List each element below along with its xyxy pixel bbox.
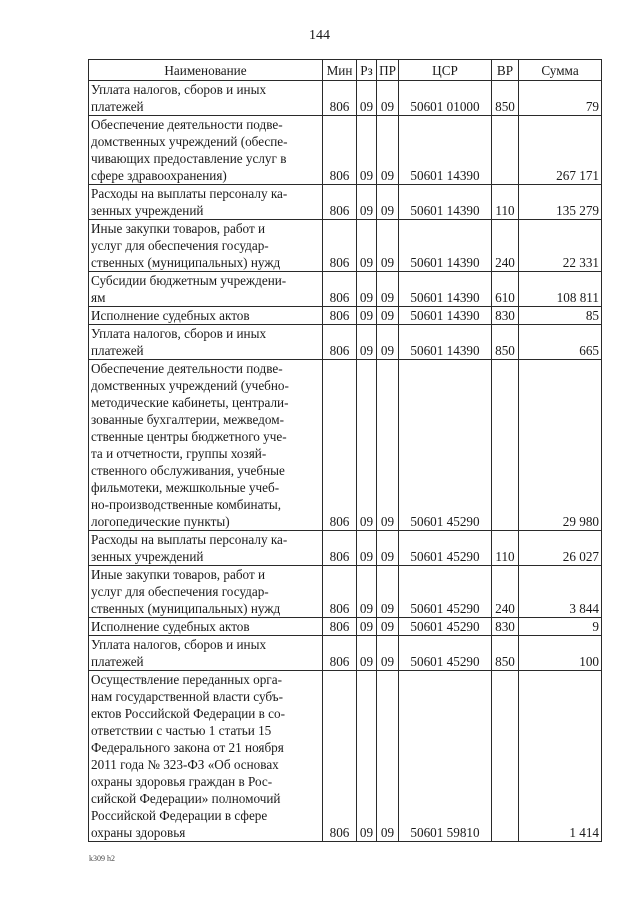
cell-vr: 830	[492, 307, 519, 325]
cell-vr: 830	[492, 618, 519, 636]
cell-sum: 267 171	[519, 116, 602, 185]
cell-name-line: охраны здоровья граждан в Рос-	[91, 774, 273, 789]
cell-min: 806	[323, 325, 357, 360]
table-row	[89, 116, 602, 185]
cell-csr: 50601 14390	[399, 307, 492, 325]
cell-name-line: но-производственные комбинаты,	[91, 497, 282, 512]
cell-sum: 26 027	[519, 531, 602, 566]
table-row	[89, 566, 602, 618]
cell-pr: 09	[377, 566, 399, 618]
table-row	[89, 81, 602, 116]
cell-min: 806	[323, 220, 357, 272]
cell-csr: 50601 14390	[399, 272, 492, 307]
cell-name-line: методические кабинеты, централи-	[91, 395, 289, 410]
header-pr: ПР	[377, 60, 399, 81]
cell-csr: 50601 14390	[399, 116, 492, 185]
header-csr: ЦСР	[399, 60, 492, 81]
cell-name-line: Обеспечение деятельности подве-	[91, 117, 283, 132]
cell-csr: 50601 59810	[399, 671, 492, 842]
cell-name-line: охраны здоровья	[91, 825, 186, 840]
cell-name-line: Иные закупки товаров, работ и	[91, 221, 266, 236]
cell-vr: 850	[492, 81, 519, 116]
table-row	[89, 360, 602, 531]
cell-vr: 240	[492, 220, 519, 272]
cell-name-line: логопедические пункты)	[91, 514, 230, 529]
cell-min: 806	[323, 636, 357, 671]
header-name: Наименование	[89, 60, 323, 81]
cell-name-line: Уплата налогов, сборов и иных	[91, 82, 267, 97]
header-sum: Сумма	[519, 60, 602, 81]
cell-rz: 09	[357, 272, 377, 307]
cell-min: 806	[323, 116, 357, 185]
cell-csr: 50601 45290	[399, 566, 492, 618]
table-row	[89, 531, 602, 566]
cell-vr	[492, 671, 519, 842]
cell-csr: 50601 45290	[399, 618, 492, 636]
cell-name-line: Обеспечение деятельности подве-	[91, 361, 283, 376]
header-vr: ВР	[492, 60, 519, 81]
cell-sum: 665	[519, 325, 602, 360]
cell-rz: 09	[357, 81, 377, 116]
cell-rz: 09	[357, 566, 377, 618]
cell-vr	[492, 360, 519, 531]
cell-name-line: услуг для обеспечения государ-	[91, 584, 269, 599]
cell-pr: 09	[377, 307, 399, 325]
cell-rz: 09	[357, 325, 377, 360]
cell-name	[89, 116, 323, 185]
header-rz: Рз	[357, 60, 377, 81]
cell-min: 806	[323, 360, 357, 531]
cell-name-line: Исполнение судебных актов	[91, 619, 250, 634]
table-row	[89, 671, 602, 842]
cell-name-line: 2011 года № 323-ФЗ «Об основах	[91, 757, 279, 772]
cell-sum: 22 331	[519, 220, 602, 272]
cell-csr: 50601 45290	[399, 531, 492, 566]
cell-pr: 09	[377, 636, 399, 671]
cell-sum: 135 279	[519, 185, 602, 220]
cell-name-line: домственных учреждений (обеспе-	[91, 134, 288, 149]
cell-name-line: зованные бухгалтерии, межведом-	[91, 412, 284, 427]
cell-pr: 09	[377, 325, 399, 360]
cell-sum: 85	[519, 307, 602, 325]
cell-name-line: ственных (муниципальных) нужд	[91, 601, 281, 616]
cell-name	[89, 636, 323, 671]
cell-name-line: платежей	[91, 654, 144, 669]
table-row	[89, 272, 602, 307]
cell-name-line: ственных (муниципальных) нужд	[91, 255, 281, 270]
cell-name	[89, 185, 323, 220]
cell-min: 806	[323, 272, 357, 307]
cell-csr: 50601 01000	[399, 81, 492, 116]
cell-csr: 50601 14390	[399, 325, 492, 360]
cell-sum: 1 414	[519, 671, 602, 842]
cell-rz: 09	[357, 636, 377, 671]
cell-pr: 09	[377, 360, 399, 531]
cell-rz: 09	[357, 618, 377, 636]
cell-vr: 110	[492, 185, 519, 220]
cell-vr	[492, 116, 519, 185]
cell-csr: 50601 14390	[399, 220, 492, 272]
cell-min: 806	[323, 531, 357, 566]
cell-name-line: чивающих предоставление услуг в	[91, 151, 287, 166]
cell-name-line: ектов Российской Федерации в со-	[91, 706, 286, 721]
cell-rz: 09	[357, 185, 377, 220]
cell-name-line: сфере здравоохранения)	[91, 168, 227, 183]
cell-sum: 9	[519, 618, 602, 636]
cell-min: 806	[323, 185, 357, 220]
table-row	[89, 220, 602, 272]
cell-vr: 240	[492, 566, 519, 618]
cell-name-line: ственные центры бюджетного уче-	[91, 429, 287, 444]
cell-rz: 09	[357, 360, 377, 531]
cell-pr: 09	[377, 618, 399, 636]
cell-name-line: Расходы на выплаты персоналу ка-	[91, 186, 288, 201]
cell-csr: 50601 45290	[399, 360, 492, 531]
cell-name-line: та и отчетности, группы хозяй-	[91, 446, 267, 461]
cell-name	[89, 618, 323, 636]
cell-min: 806	[323, 566, 357, 618]
cell-rz: 09	[357, 307, 377, 325]
cell-csr: 50601 14390	[399, 185, 492, 220]
page-number: 144	[309, 28, 330, 43]
cell-min: 806	[323, 671, 357, 842]
cell-rz: 09	[357, 671, 377, 842]
cell-pr: 09	[377, 671, 399, 842]
cell-min: 806	[323, 618, 357, 636]
cell-name-line: Осуществление переданных орга-	[91, 672, 282, 687]
cell-name-line: Субсидии бюджетным учреждени-	[91, 273, 287, 288]
header-min: Мин	[323, 60, 357, 81]
cell-name-line: ственного обслуживания, учебные	[91, 463, 285, 478]
footer-code: k309 h2	[89, 854, 115, 863]
cell-rz: 09	[357, 220, 377, 272]
table-body	[89, 81, 602, 842]
cell-rz: 09	[357, 531, 377, 566]
cell-name	[89, 307, 323, 325]
table-row	[89, 307, 602, 325]
cell-name-line: Уплата налогов, сборов и иных	[91, 326, 267, 341]
table-row	[89, 618, 602, 636]
cell-vr: 610	[492, 272, 519, 307]
cell-sum: 3 844	[519, 566, 602, 618]
cell-name-line: зенных учреждений	[91, 549, 204, 564]
cell-pr: 09	[377, 531, 399, 566]
cell-name-line: Исполнение судебных актов	[91, 308, 250, 323]
cell-name-line: ответствии с частью 1 статьи 15	[91, 723, 272, 738]
cell-vr: 110	[492, 531, 519, 566]
cell-name	[89, 220, 323, 272]
table-row	[89, 325, 602, 360]
cell-name-line: Уплата налогов, сборов и иных	[91, 637, 267, 652]
cell-name-line: Федерального закона от 21 ноября	[91, 740, 284, 755]
cell-name-line: Российской Федерации в сфере	[91, 808, 268, 823]
budget-table	[88, 59, 602, 842]
cell-rz: 09	[357, 116, 377, 185]
cell-min: 806	[323, 307, 357, 325]
cell-name-line: домственных учреждений (учебно-	[91, 378, 289, 393]
cell-vr: 850	[492, 325, 519, 360]
cell-sum: 108 811	[519, 272, 602, 307]
cell-name-line: платежей	[91, 343, 144, 358]
cell-sum: 100	[519, 636, 602, 671]
cell-name	[89, 531, 323, 566]
table-row	[89, 636, 602, 671]
cell-pr: 09	[377, 81, 399, 116]
table-row	[89, 185, 602, 220]
table-header-row	[89, 60, 602, 81]
cell-name-line: фильмотеки, межшкольные учеб-	[91, 480, 280, 495]
cell-name-line: Иные закупки товаров, работ и	[91, 567, 266, 582]
cell-vr: 850	[492, 636, 519, 671]
cell-name-line: ям	[91, 290, 106, 305]
cell-name	[89, 81, 323, 116]
cell-csr: 50601 45290	[399, 636, 492, 671]
cell-name-line: услуг для обеспечения государ-	[91, 238, 269, 253]
cell-pr: 09	[377, 272, 399, 307]
cell-name	[89, 360, 323, 531]
cell-name-line: зенных учреждений	[91, 203, 204, 218]
cell-name	[89, 272, 323, 307]
cell-name-line: платежей	[91, 99, 144, 114]
cell-name	[89, 325, 323, 360]
cell-min: 806	[323, 81, 357, 116]
cell-pr: 09	[377, 185, 399, 220]
cell-name	[89, 671, 323, 842]
cell-sum: 79	[519, 81, 602, 116]
cell-name	[89, 566, 323, 618]
cell-name-line: нам государственной власти субъ-	[91, 689, 283, 704]
cell-name-line: сийской Федерации» полномочий	[91, 791, 281, 806]
cell-name-line: Расходы на выплаты персоналу ка-	[91, 532, 288, 547]
cell-pr: 09	[377, 116, 399, 185]
cell-pr: 09	[377, 220, 399, 272]
cell-sum: 29 980	[519, 360, 602, 531]
